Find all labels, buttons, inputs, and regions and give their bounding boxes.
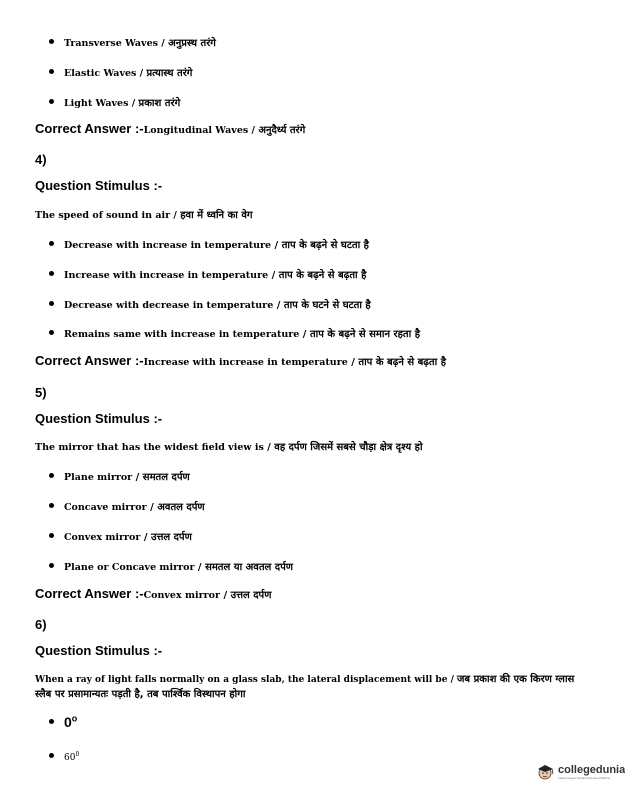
question-stimulus — [35, 437, 423, 455]
list-item — [49, 557, 293, 575]
logo-tagline: India's largest Student Review Platform — [558, 776, 611, 780]
option-text — [64, 714, 77, 730]
list-item — [49, 324, 420, 342]
option-text-hi: अनुप्रस्थ तरंगे — [168, 38, 216, 49]
option-text-en: Convex mirror — [64, 532, 141, 543]
option-text-hi: / समतल या अवतल दर्पण — [194, 562, 294, 573]
stimulus-hi: / वह दर्पण जिसमें सबसे चौड़ा क्षेत्र दृश्य हो — [267, 442, 423, 453]
bullet-icon — [49, 271, 54, 276]
correct-answer-en: Increase with increase in temperature — [143, 357, 348, 368]
bullet-icon — [49, 330, 54, 335]
bullet-icon — [49, 241, 54, 246]
bullet-icon — [49, 563, 54, 568]
correct-answer-hi: अनुदैर्ध्य तरंगे — [258, 125, 306, 136]
option-sup: o — [71, 713, 78, 723]
list-item — [49, 747, 79, 765]
logo-text-block — [558, 764, 625, 780]
option-text-en: Transverse Waves / — [64, 38, 169, 49]
bullet-icon — [49, 533, 54, 538]
list-item — [49, 63, 192, 81]
collegedunia-logo — [536, 763, 625, 781]
option-text-en: Decrease with increase in temperature — [64, 240, 272, 251]
list-item — [49, 295, 371, 313]
option-text-hi: / ताप के बढ़ने से बढ़ता है — [268, 270, 367, 281]
bullet-icon — [49, 503, 54, 508]
bullet-icon — [49, 99, 54, 104]
option-text-hi: / उत्तल दर्पण — [140, 532, 192, 543]
question-number: 6) — [35, 617, 47, 632]
option-text-hi: / ताप के घटने से घटता है — [273, 300, 371, 311]
option-text-hi: / ताप के बढ़ने से समान रहता है — [299, 329, 421, 340]
list-item — [49, 265, 366, 283]
option-text-en: Remains same with increase in temperature — [64, 329, 300, 340]
bullet-icon — [49, 719, 54, 724]
stimulus-hi-line1: जब प्रकाश की एक किरण ग्लास — [457, 674, 575, 685]
question-stimulus-label: Question Stimulus :- — [35, 411, 163, 426]
logo-name: collegedunia — [558, 764, 625, 776]
list-item — [49, 527, 192, 545]
list-item — [49, 467, 190, 485]
list-item — [49, 33, 216, 51]
correct-answer — [35, 120, 305, 138]
option-text-en: Elastic Waves / — [64, 68, 147, 79]
question-number: 4) — [35, 152, 47, 167]
bullet-icon — [49, 39, 54, 44]
list-item — [49, 235, 369, 253]
option-text-en: Decrease with decrease in temperature — [64, 300, 274, 311]
bullet-icon — [49, 301, 54, 306]
option-text-en: Increase with increase in temperature — [64, 270, 269, 281]
correct-answer — [35, 585, 271, 603]
correct-answer-hi: / ताप के बढ़ने से बढ़ता है — [347, 357, 447, 368]
list-item — [49, 93, 180, 111]
option-text-hi: प्रत्यास्थ तरंगे — [146, 68, 193, 79]
option-base: 60 — [64, 753, 76, 763]
option-text — [64, 753, 79, 763]
option-text-hi: / समतल दर्पण — [132, 472, 190, 483]
stimulus-hi: हवा में ध्वनि का वेग — [180, 210, 253, 221]
option-sup: 0 — [75, 751, 80, 758]
mascot-icon — [536, 763, 556, 781]
list-item — [49, 497, 205, 515]
correct-answer — [35, 352, 446, 370]
bullet-icon — [49, 753, 54, 758]
bullet-icon — [49, 473, 54, 478]
option-base: 0 — [64, 713, 72, 730]
option-text-en: Concave mirror — [64, 502, 147, 513]
option-text-en: Light Waves / — [64, 98, 139, 109]
bullet-icon — [49, 69, 54, 74]
correct-answer-label: Correct Answer :- — [35, 121, 144, 136]
stimulus-en: The speed of sound in air / — [35, 210, 181, 221]
correct-answer-label: Correct Answer :- — [35, 586, 144, 601]
question-stimulus-label: Question Stimulus :- — [35, 643, 163, 658]
correct-answer-label: Correct Answer :- — [35, 353, 144, 368]
correct-answer-en: Longitudinal Waves / — [143, 125, 259, 136]
question-number: 5) — [35, 385, 47, 400]
correct-answer-en: Convex mirror — [143, 590, 220, 601]
option-text-hi: प्रकाश तरंगे — [138, 98, 181, 109]
option-text-hi: / अवतल दर्पण — [146, 502, 205, 513]
question-stimulus — [35, 205, 253, 223]
list-item — [49, 713, 77, 732]
stimulus-en: When a ray of light falls normally on a glass slab, the lateral displacement will be / — [35, 675, 457, 685]
stimulus-hi-line2: स्लैब पर प्रसामान्यतः पड़ती है, तब पार्श्विक विस्थापन होगा — [35, 689, 246, 700]
correct-answer-hi: / उत्तल दर्पण — [219, 590, 272, 601]
stimulus-en: The mirror that has the widest field view is — [35, 442, 268, 453]
question-stimulus-label: Question Stimulus :- — [35, 178, 163, 193]
question-stimulus-line2 — [35, 684, 245, 702]
option-text-en: Plane mirror — [64, 472, 133, 483]
option-text-en: Plane or Concave mirror — [64, 562, 195, 573]
option-text-hi: / ताप के बढ़ने से घटता है — [271, 240, 369, 251]
